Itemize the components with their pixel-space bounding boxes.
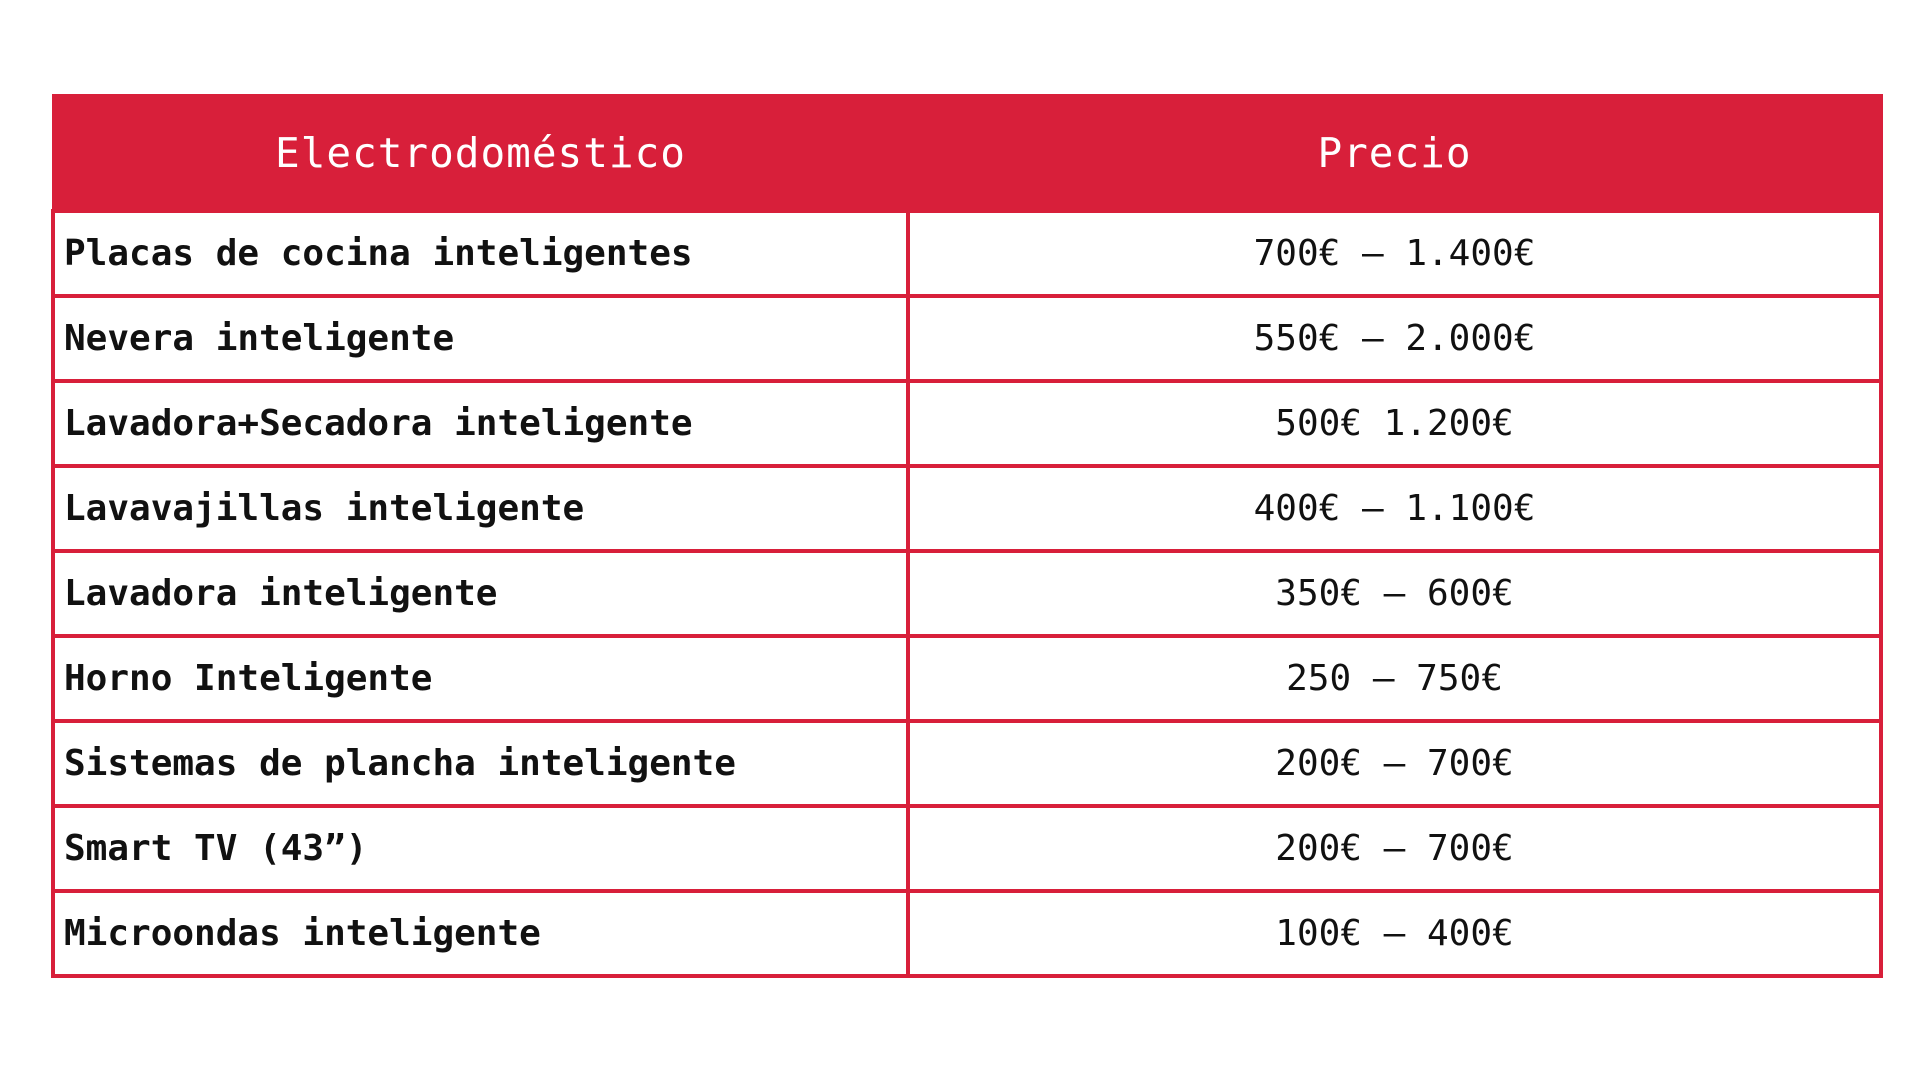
appliance-cell: Horno Inteligente [53, 636, 908, 721]
price-cell: 100€ – 400€ [908, 891, 1881, 976]
table-row [53, 296, 1881, 381]
price-cell: 250 – 750€ [908, 636, 1881, 721]
price-cell: 200€ – 700€ [908, 806, 1881, 891]
appliance-cell: Lavavajillas inteligente [53, 466, 908, 551]
appliance-cell: Lavadora inteligente [53, 551, 908, 636]
price-cell: 200€ – 700€ [908, 721, 1881, 806]
appliance-cell: Placas de cocina inteligentes [53, 211, 908, 296]
appliance-cell: Lavadora+Secadora inteligente [53, 381, 908, 466]
table-row [53, 551, 1881, 636]
table-header [53, 96, 1881, 212]
header-row [53, 96, 1881, 212]
appliance-cell: Nevera inteligente [53, 296, 908, 381]
table-row [53, 466, 1881, 551]
price-cell: 350€ – 600€ [908, 551, 1881, 636]
appliance-cell: Smart TV (43”) [53, 806, 908, 891]
appliance-cell: Microondas inteligente [53, 891, 908, 976]
appliance-price-table [51, 94, 1883, 978]
price-cell: 550€ – 2.000€ [908, 296, 1881, 381]
header-appliance: Electrodoméstico [53, 96, 908, 212]
price-cell: 400€ – 1.100€ [908, 466, 1881, 551]
table-row [53, 891, 1881, 976]
price-cell: 700€ – 1.400€ [908, 211, 1881, 296]
table-row [53, 211, 1881, 296]
table-row [53, 721, 1881, 806]
table-row [53, 381, 1881, 466]
header-price: Precio [908, 96, 1881, 212]
table-row [53, 636, 1881, 721]
appliance-cell: Sistemas de plancha inteligente [53, 721, 908, 806]
table-row [53, 806, 1881, 891]
table-body [53, 211, 1881, 976]
price-cell: 500€ 1.200€ [908, 381, 1881, 466]
